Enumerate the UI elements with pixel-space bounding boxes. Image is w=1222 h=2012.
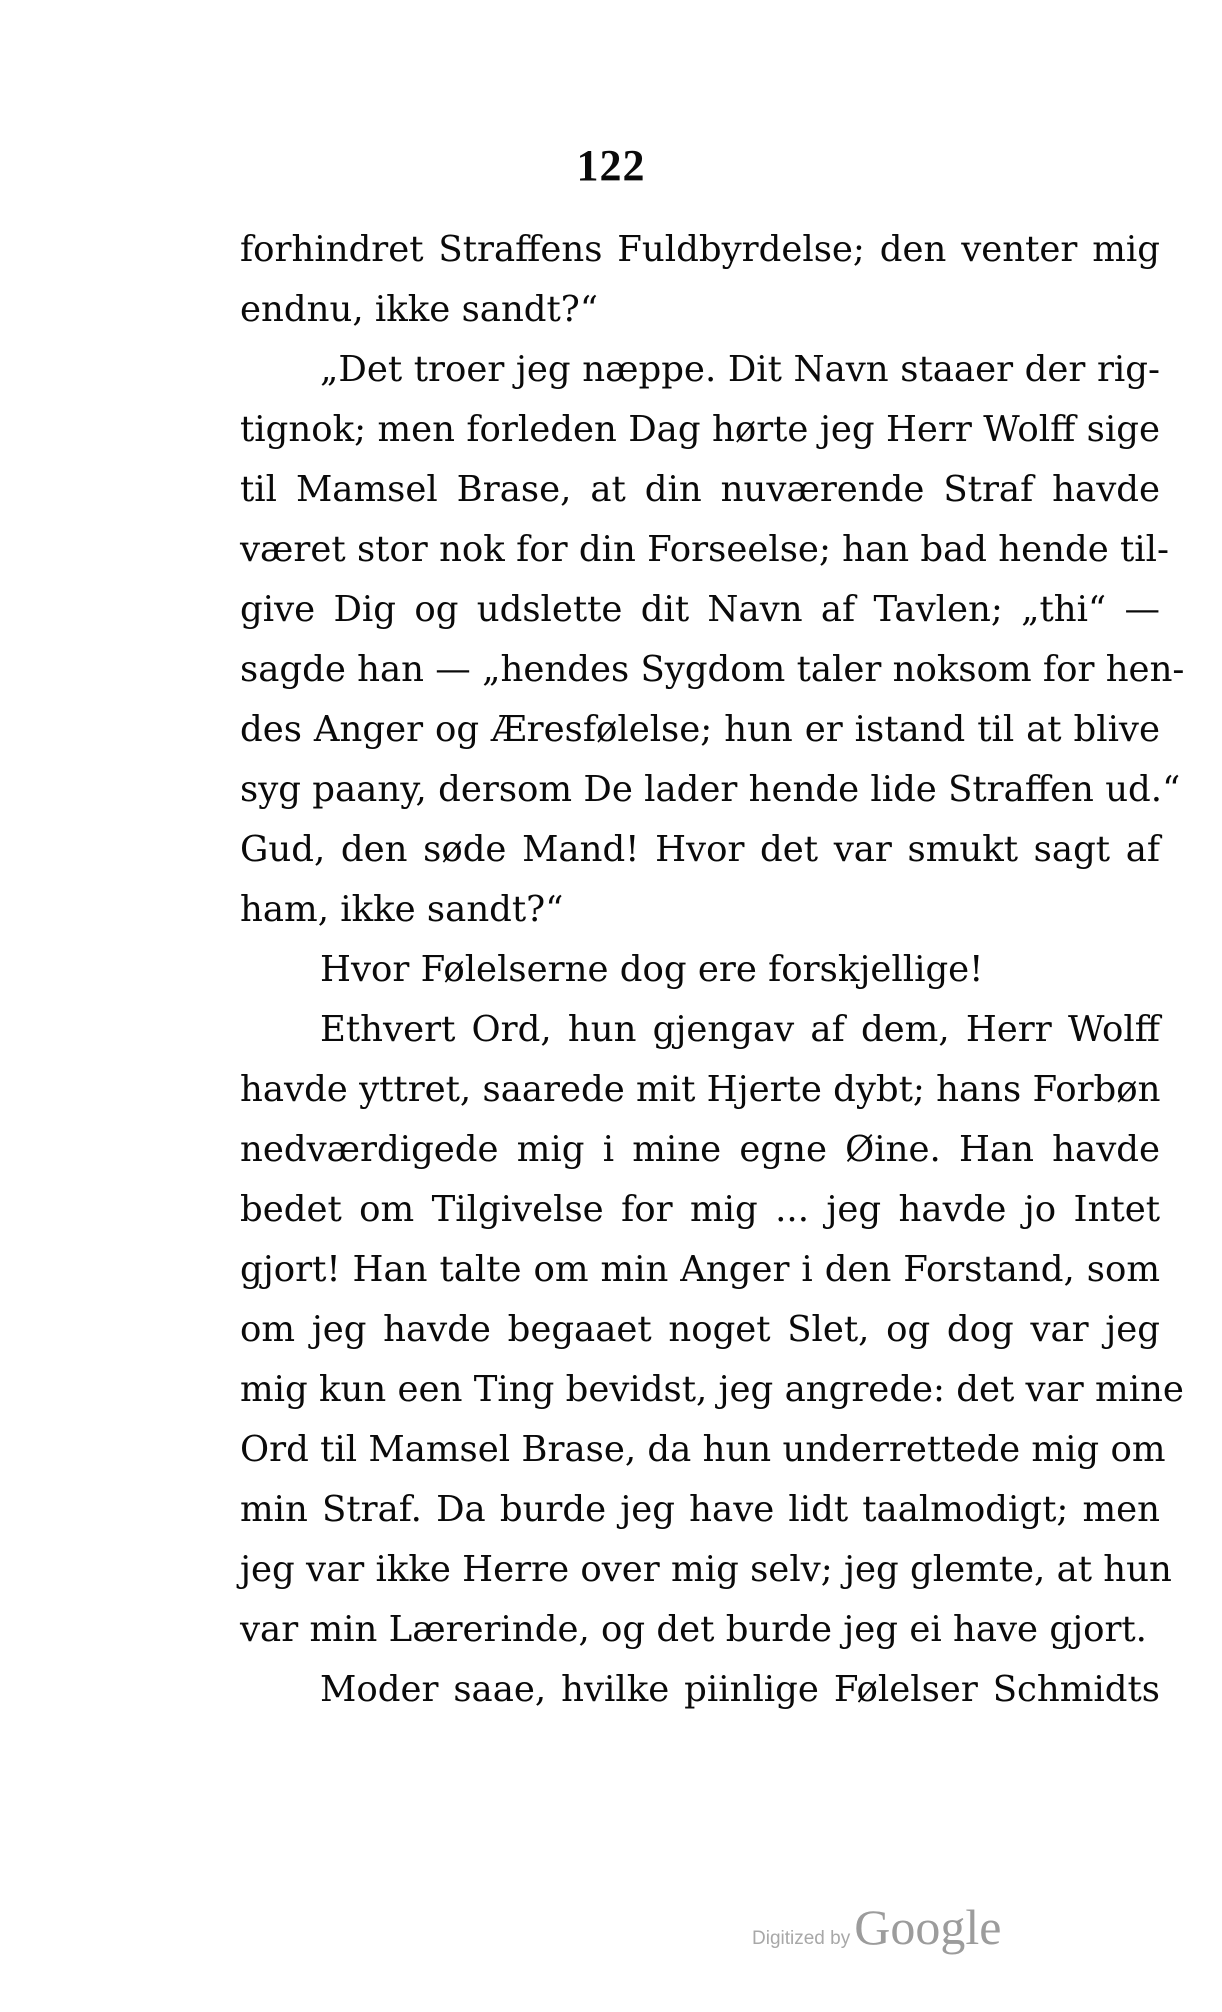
text-line: bedet om Tilgivelse for mig ... jeg havde jo Intet (240, 1189, 1160, 1230)
watermark-prefix: Digitized by (752, 1928, 851, 1949)
text-line: jeg var ikke Herre over mig selv; jeg glemte, at hun (240, 1549, 1172, 1590)
text-line: forhindret Straffens Fuldbyrdelse; den venter mig (240, 229, 1160, 270)
text-line: Moder saae, hvilke piinlige Følelser Schmidts (320, 1669, 1160, 1710)
text-line: syg paany, dersom De lader hende lide Straffen ud.“ (240, 769, 1181, 810)
text-line: gjort! Han talte om min Anger i den Forstand, som (240, 1249, 1160, 1290)
text-line: var min Lærerinde, og det burde jeg ei have gjort. (240, 1609, 1147, 1650)
text-line: Hvor Følelserne dog ere forskjellige! (320, 949, 984, 990)
text-line: des Anger og Æresfølelse; hun er istand til at blive (240, 709, 1160, 750)
text-line: om jeg havde begaaet noget Slet, og dog var jeg (240, 1309, 1160, 1350)
body-text (240, 220, 1185, 1720)
text-line: havde yttret, saarede mit Hjerte dybt; hans Forbøn (240, 1069, 1161, 1110)
text-line: endnu, ikke sandt?“ (240, 289, 598, 330)
text-line: Ord til Mamsel Brase, da hun underrettede mig om (240, 1429, 1166, 1470)
digitized-by-google-watermark (752, 1898, 1001, 1956)
google-logo: Google (854, 1899, 1002, 1955)
text-line: været stor nok for din Forseelse; han bad hende til- (240, 529, 1169, 570)
text-line: mig kun een Ting bevidst, jeg angrede: det var mine (240, 1369, 1184, 1410)
text-line: nedværdigede mig i mine egne Øine. Han havde (240, 1129, 1160, 1170)
text-line: Gud, den søde Mand! Hvor det var smukt sagt af (240, 829, 1160, 870)
text-line: „Det troer jeg næppe. Dit Navn staaer der rig- (320, 349, 1160, 390)
page-number: 122 (576, 141, 646, 190)
text-line: ham, ikke sandt?“ (240, 889, 564, 930)
text-line: give Dig og udslette dit Navn af Tavlen; „thi“ — (240, 589, 1160, 630)
text-line: min Straf. Da burde jeg have lidt taalmodigt; men (240, 1489, 1160, 1530)
text-line: tignok; men forleden Dag hørte jeg Herr Wolff sige (240, 409, 1160, 450)
text-line: sagde han — „hendes Sygdom taler noksom for hen- (240, 649, 1185, 690)
text-line: Ethvert Ord, hun gjengav af dem, Herr Wolff (320, 1009, 1160, 1050)
text-line: til Mamsel Brase, at din nuværende Straf havde (240, 469, 1160, 510)
